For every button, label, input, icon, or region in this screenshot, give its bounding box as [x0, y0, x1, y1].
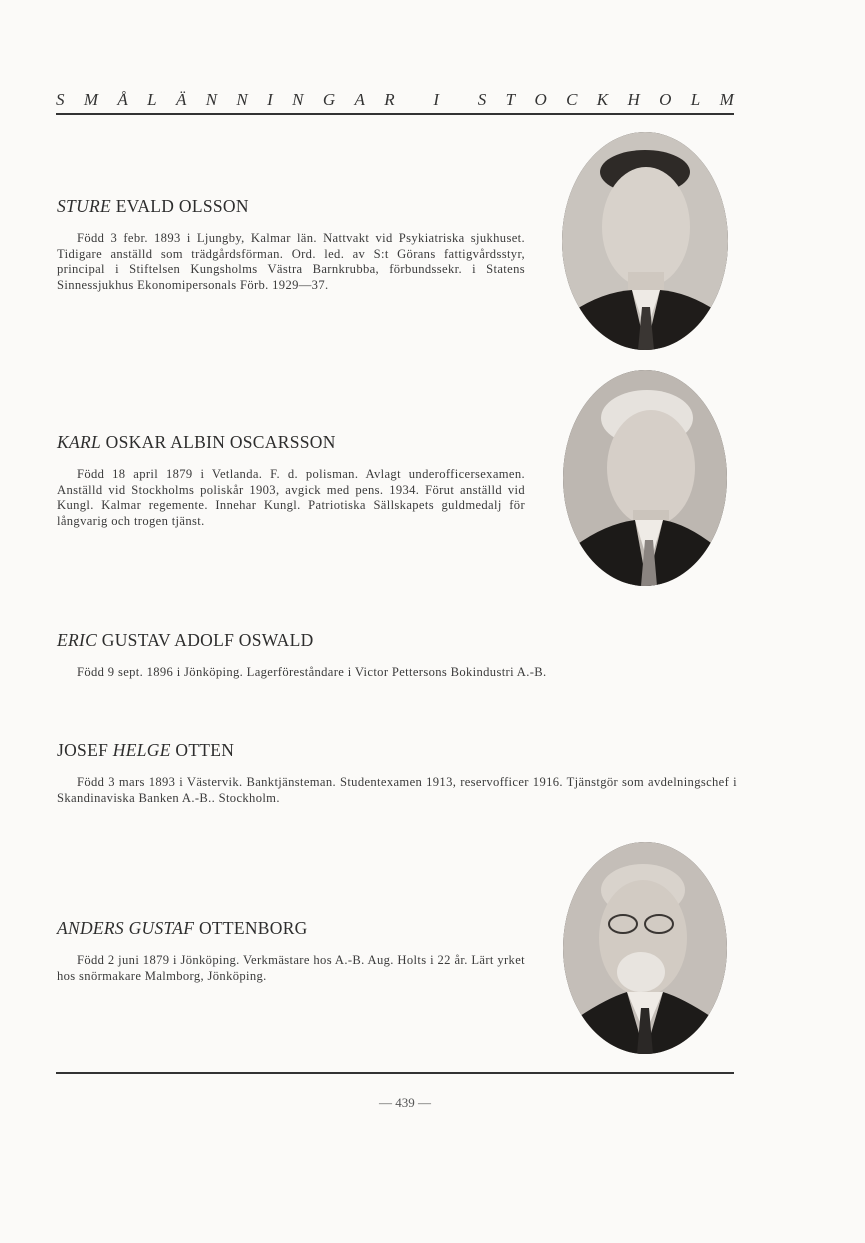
running-head-letter: I	[267, 90, 273, 109]
running-head-letter: O	[659, 90, 672, 109]
portrait-photo-3	[563, 842, 727, 1054]
running-head-letter: I	[433, 90, 440, 109]
entry-bio: Född 18 april 1879 i Vetlanda. F. d. polisman. Avlagt underofficersexamen. Anställd vid Stockholms poliskår 1903, avgick med pens. 1934. Förut anställd vid Kungl. Kalmar regemente. Innehar Kungl. Patriotiska Sällskapets guldmedalj för långvarig och trogen tjänst.	[57, 467, 525, 528]
running-head-letter: Å	[117, 90, 128, 109]
running-head-letter: H	[627, 90, 640, 109]
entry-bio: Född 2 juni 1879 i Jönköping. Verkmästare hos A.-B. Aug. Holts i 22 år. Lärt yrket hos snörmakare Malmborg, Jönköping.	[57, 953, 525, 983]
running-head-letter: N	[236, 90, 248, 109]
entry-josef-helge-otten	[57, 740, 737, 806]
running-head-letter: S	[477, 90, 487, 109]
entry-name	[57, 432, 525, 453]
entry-bio: Född 9 sept. 1896 i Jönköping. Lagerföreståndare i Victor Pettersons Bokindustri A.-B.	[77, 665, 547, 679]
running-head-letter: O	[534, 90, 547, 109]
running-head-letter: L	[690, 90, 701, 109]
running-head-letter: N	[292, 90, 304, 109]
entry-given-name: ERIC	[57, 630, 98, 650]
entry-name	[57, 630, 737, 651]
entry-name	[57, 918, 525, 939]
running-head-letter: M	[719, 90, 734, 109]
entry-bio: Född 3 febr. 1893 i Ljungby, Kalmar län. Nattvakt vid Psykiatriska sjukhuset. Tidigare anställd som trädgårdsförman. Ord. led. av S:t Görans fattigvårdsstyr, principal i Stiftelsen Kungsholms Västra Barnkrubba, förbundssekr. i Statens Sinnessjukhus Ekonomipersonals Förb. 1929—37.	[57, 231, 525, 292]
running-head-letter: G	[322, 90, 336, 109]
entry-surname: GUSTAV ADOLF OSWALD	[101, 630, 314, 650]
entry-name	[57, 740, 737, 761]
running-head-letter: A	[354, 90, 365, 109]
running-head-letter: Ä	[175, 90, 187, 109]
header-rule	[56, 113, 734, 115]
entry-given-name: ANDERS GUSTAF	[57, 918, 195, 938]
entry-surname: OSKAR ALBIN OSCARSSON	[105, 432, 336, 452]
entry-karl-oskar-albin-oscarsson	[57, 432, 525, 529]
entry-anders-gustaf-ottenborg	[57, 918, 525, 984]
page-number: — 439 —	[379, 1095, 431, 1110]
entry-name	[57, 196, 525, 217]
entry-bio: Född 3 mars 1893 i Västervik. Banktjänsteman. Studentexamen 1913, reservofficer 1916. Tjänstgör som avdelningschef i Skandinaviska Banken A.-B.. Stockholm.	[57, 775, 737, 805]
portrait-photo-2	[563, 370, 727, 586]
entry-given-name: STURE	[57, 196, 111, 216]
running-head-letter: M	[83, 90, 99, 109]
entry-eric-gustav-adolf-oswald	[57, 630, 737, 681]
entry-given-name: KARL	[57, 432, 101, 452]
running-head-letter: S	[56, 90, 65, 109]
entry-surname: OTTENBORG	[198, 918, 308, 938]
entry-given-name: HELGE	[112, 740, 171, 760]
running-head-letter: C	[566, 90, 578, 109]
entry-surname: EVALD OLSSON	[115, 196, 249, 216]
running-head-letter: N	[205, 90, 218, 109]
running-head-letter: L	[147, 90, 157, 109]
running-head	[56, 90, 734, 110]
portrait-photo-1	[562, 132, 728, 350]
entry-sture-evald-olsson	[57, 196, 525, 293]
footer-rule	[56, 1072, 734, 1074]
entry-surname: OTTEN	[175, 740, 235, 760]
running-head-letter: R	[384, 90, 395, 109]
entry-pre-name: JOSEF	[57, 740, 109, 760]
running-head-letter: T	[505, 90, 516, 109]
running-head-letter: K	[596, 90, 609, 109]
